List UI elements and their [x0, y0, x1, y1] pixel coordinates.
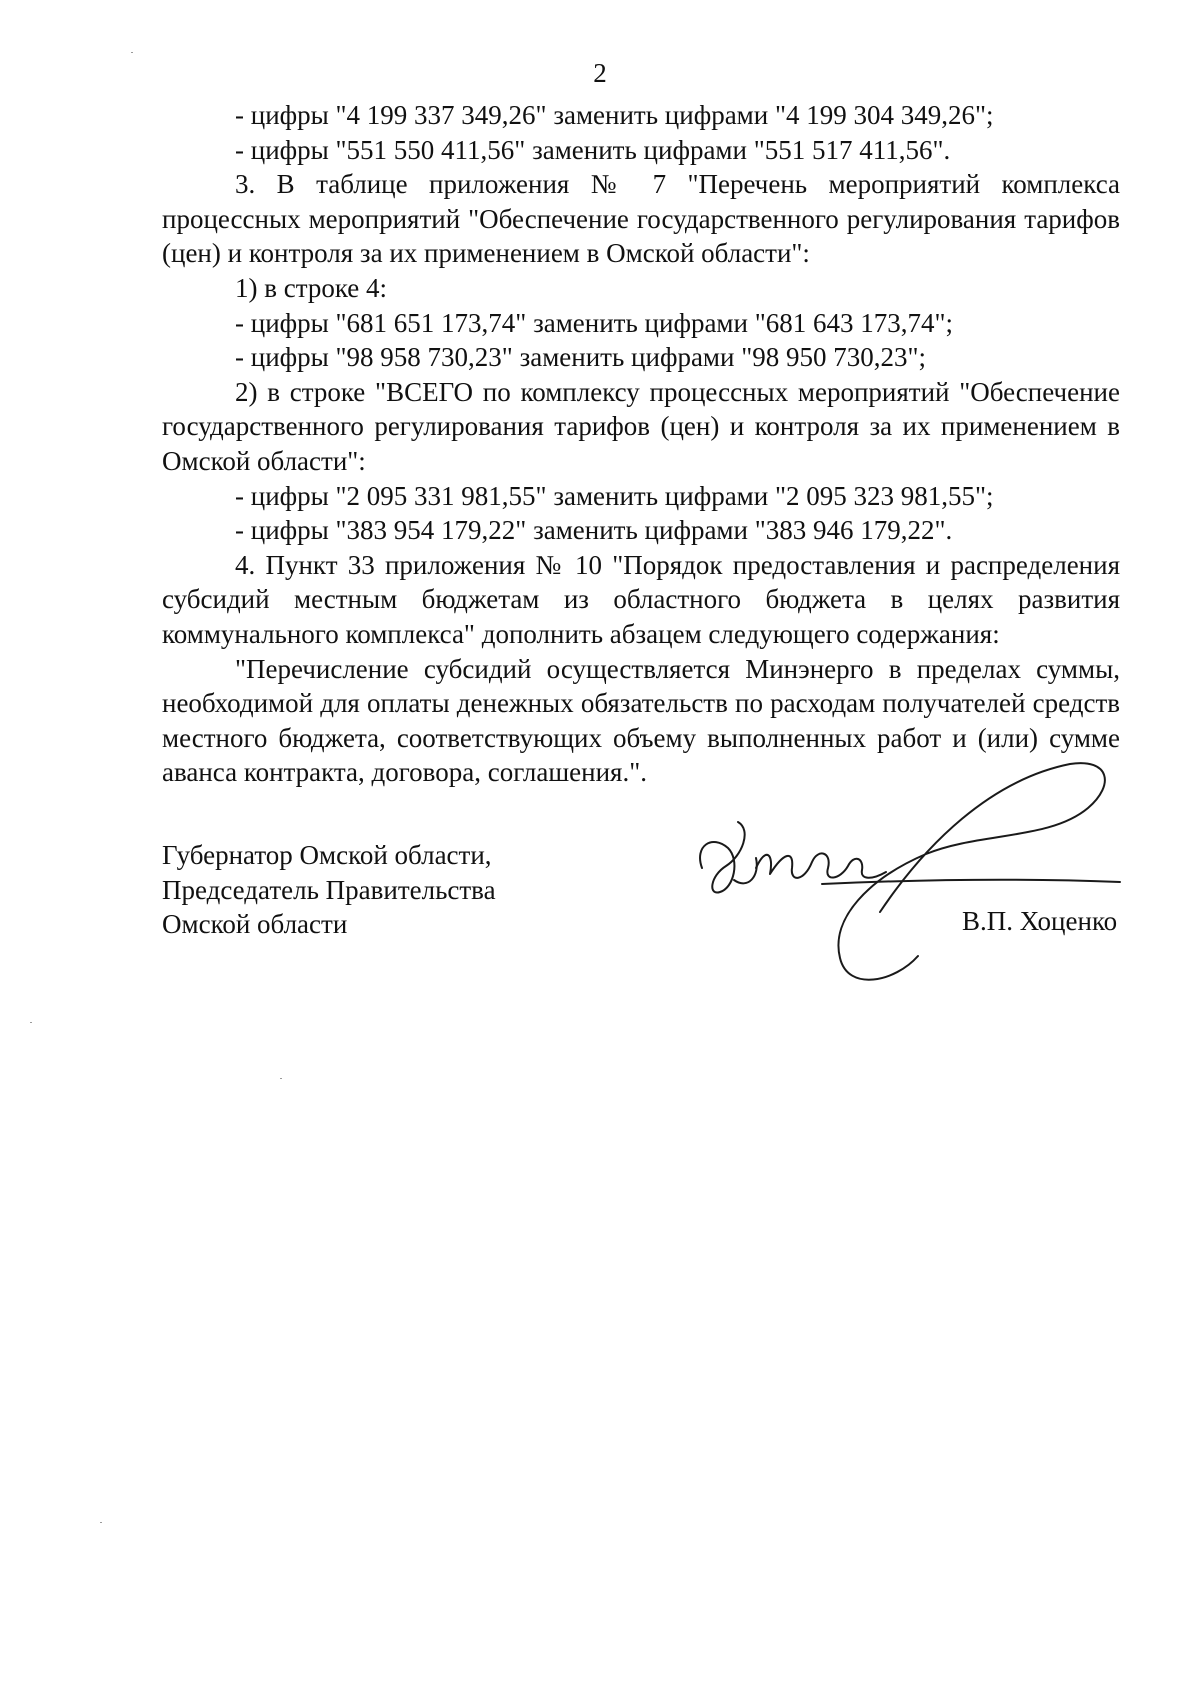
- scan-speck: [30, 1022, 32, 1023]
- signer-name: В.П. Хоценко: [962, 906, 1118, 936]
- paragraph-6: - цифры "98 958 730,23" заменить цифрами "98 950 730,23";: [235, 342, 927, 373]
- paragraph-1: - цифры "4 199 337 349,26" заменить цифрами "4 199 304 349,26";: [235, 100, 994, 130]
- paragraph-10: 4. Пункт 33 приложения № 10 "Порядок предоставления и распределения субсидий местным бюджетам из областного бюджета в целях развития коммунального комплекса" дополнить абзацем следующего содержания:: [162, 549, 1120, 649]
- document-body: [162, 98, 1120, 790]
- page-number: 2: [593, 58, 607, 88]
- scan-speck: [131, 52, 133, 53]
- signer-position-line-1: Губернатор Омской области,: [162, 840, 492, 870]
- handwritten-signature: [690, 750, 1130, 1010]
- paragraph-8: - цифры "2 095 331 981,55" заменить цифрами "2 095 323 981,55";: [235, 480, 994, 511]
- paragraph-2: - цифры "551 550 411,56" заменить цифрами "551 517 411,56".: [235, 134, 951, 165]
- paragraph-5: - цифры "681 651 173,74" заменить цифрами "681 643 173,74";: [235, 307, 954, 338]
- paragraph-4: 1) в строке 4:: [235, 272, 388, 303]
- scan-speck: [280, 1078, 282, 1079]
- paragraph-11: "Перечисление субсидий осуществляется Минэнерго в пределах суммы, необходимой для оплаты денежных обязательств по расходам получателей средств местного бюджета, соответствующих объему выполненных работ и (или) сумме аванса контракта, договора, соглашения.".: [162, 653, 1120, 788]
- signer-position-line-2: Председатель Правительства: [162, 874, 496, 905]
- signer-position-line-3: Омской области: [162, 909, 348, 940]
- signer-position: [162, 838, 496, 942]
- paragraph-7: 2) в строке "ВСЕГО по комплексу процессных мероприятий "Обеспечение государственного регулирования тарифов (цен) и контроля за их применением в Омской области":: [162, 376, 1120, 476]
- paragraph-9: - цифры "383 954 179,22" заменить цифрами "383 946 179,22".: [235, 515, 953, 546]
- scan-speck: [100, 1522, 102, 1523]
- paragraph-3: 3. В таблице приложения № 7 "Перечень мероприятий комплекса процессных мероприятий "Обеспечение государственного регулирования тарифов (цен) и контроля за их применением в Омской области":: [162, 169, 1120, 269]
